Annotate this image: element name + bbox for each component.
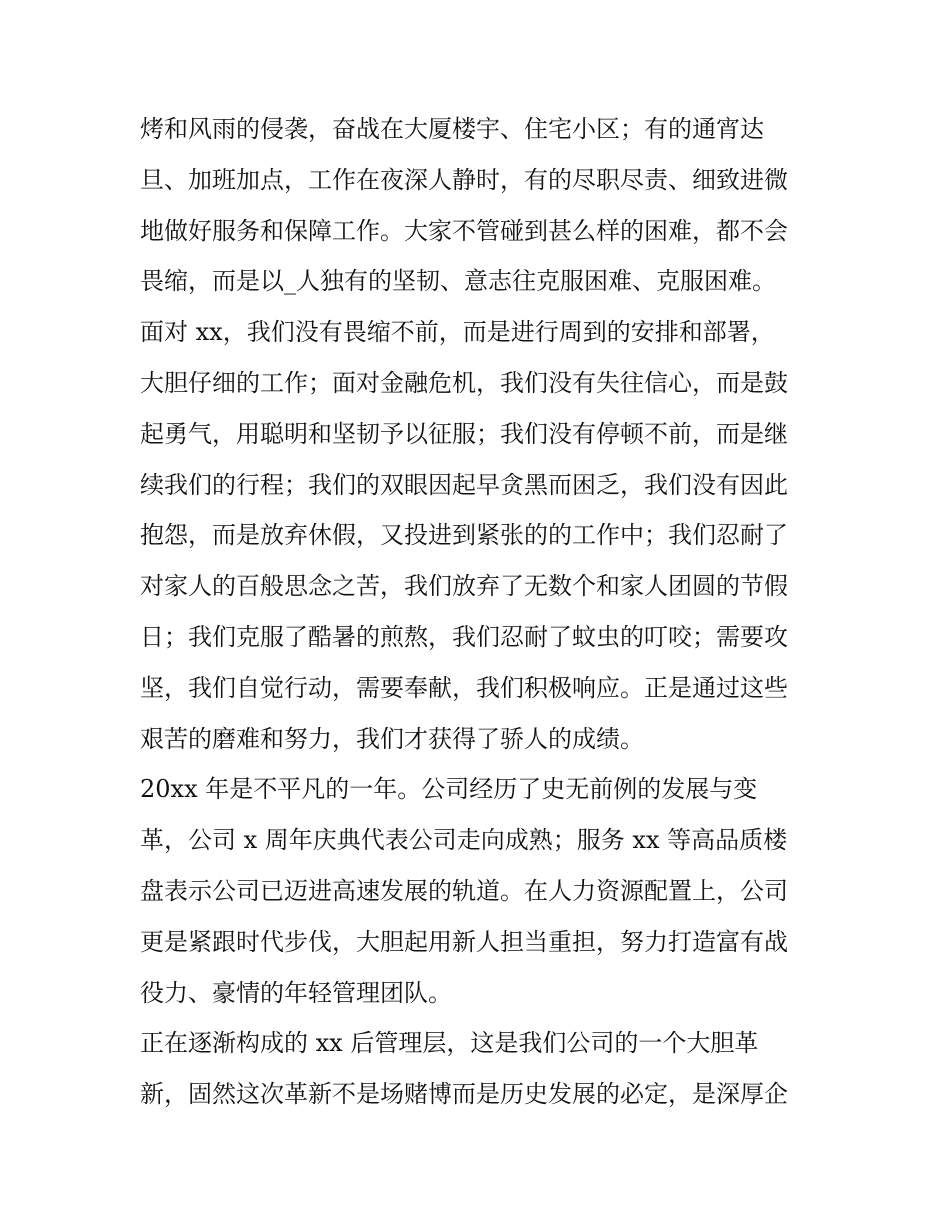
text-line: 更是紧跟时代步伐，大胆起用新人担当重担，努力打造富有战	[140, 927, 788, 956]
text-line: 大胆仔细的工作；面对金融危机，我们没有失往信心，而是鼓	[140, 368, 788, 397]
text-line: 日；我们克服了酷暑的煎熬，我们忍耐了蚊虫的叮咬；需要攻	[140, 622, 788, 651]
text-line: 坚，我们自觉行动，需要奉献，我们积极响应。正是通过这些	[140, 673, 788, 702]
text-line: 新，固然这次革新不是场赌博而是历史发展的必定，是深厚企	[140, 1080, 788, 1109]
text-line: 正在逐渐构成的 xx 后管理层，这是我们公司的一个大胆革	[140, 1029, 759, 1058]
text-line: 盘表示公司已迈进高速发展的轨道。在人力资源配置上，公司	[140, 876, 788, 905]
text-line: 对家人的百般思念之苦，我们放弃了无数个和家人团圆的节假	[140, 572, 788, 601]
text-line: 起勇气，用聪明和坚韧予以征服；我们没有停顿不前，而是继	[140, 419, 788, 448]
text-line: 续我们的行程；我们的双眼因起早贪黑而困乏，我们没有因此	[140, 470, 788, 499]
text-line: 役力、豪情的年轻管理团队。	[140, 978, 452, 1007]
text-line: 旦、加班加点，工作在夜深人静时，有的尽职尽责、细致进微	[140, 165, 788, 194]
text-line: 革，公司 x 周年庆典代表公司走向成熟；服务 xx 等高品质楼	[140, 826, 788, 855]
body-text	[140, 104, 820, 1120]
text-line: 20xx 年是不平凡的一年。公司经历了史无前例的发展与变	[140, 775, 758, 804]
text-line: 艰苦的磨难和努力，我们才获得了骄人的成绩。	[140, 724, 644, 753]
text-line: 面对 xx，我们没有畏缩不前，而是进行周到的安排和部署，	[140, 318, 775, 347]
text-line: 畏缩，而是以_人独有的坚韧、意志往克服困难、克服困难。	[140, 267, 776, 296]
text-line: 烤和风雨的侵袭，奋战在大厦楼宇、住宅小区；有的通宵达	[140, 115, 764, 143]
text-line: 地做好服务和保障工作。大家不管碰到甚么样的困难，都不会	[140, 216, 788, 245]
text-line: 抱怨，而是放弃休假，又投进到紧张的的工作中；我们忍耐了	[140, 521, 788, 550]
